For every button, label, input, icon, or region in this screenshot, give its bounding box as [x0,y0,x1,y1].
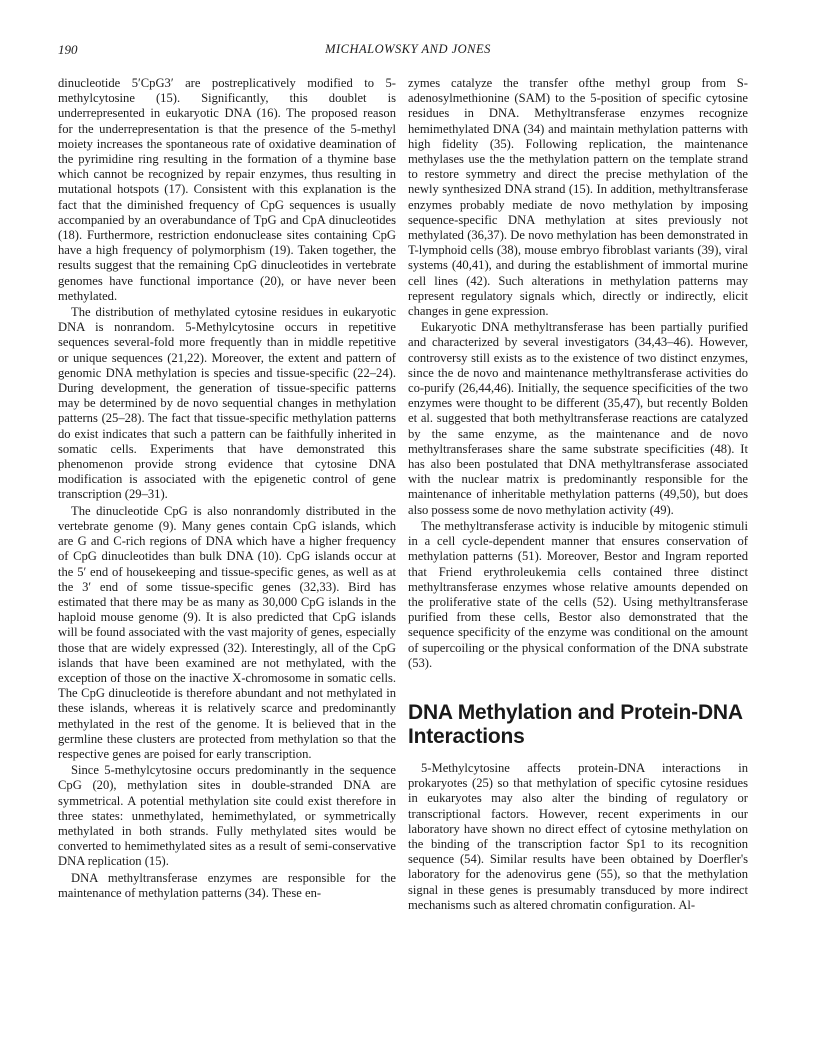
page-number: 190 [58,42,78,57]
paragraph: dinucleotide 5′CpG3′ are postreplicatively modified to 5-methylcytosine (15). Significantly, this doublet is underrepresented in eukaryotic DNA (16). The proposed reason for the underrepresentation is that the presence of the 5-methyl moiety increases the spontaneous rate of oxidative deamination of the pyrimidine ring resulting in the formation of a thymine base which cannot be recognized by repair enzymes, thus resulting in mutational hotspots (17). Consistent with this explanation is the fact that the diminished frequency of CpG sequences is usually accompanied by an overabundance of TpG and CpA dinucleotides (18). Furthermore, restriction endonuclease sites containing CpG have a high frequency of polymorphism (19). Taken together, the results suggest that the remaining CpG dinucleotides in vertebrate genomes have functional importance (20), or have never been methylated. [58,76,396,303]
paragraph: The distribution of methylated cytosine residues in eukaryotic DNA is nonrandom. 5-Methylcytosine occurs in repetitive sequences several-fold more frequently than in middle repetitive or unique sequences (21,22). Moreover, the extent and pattern of genomic DNA methylation is species and tissue-specific (22–24). During development, the generation of tissue-specific patterns may be determined by de novo sequential changes in methylation patterns (25–28). The fact that tissue-specific methylation patterns do exist indicates that such a pattern can be faithfully inherited in somatic cells. Experiments that have demonstrated this phenomenon provide strong evidence that cytosine DNA modification is associated with the epigenetic control of gene transcription (29–31). [58,305,396,502]
page-header [58,42,758,62]
paragraph: 5-Methylcytosine affects protein-DNA interactions in prokaryotes (25) so that methylation of specific cytosine residues in eukaryotes may also alter the binding of regulatory or transcriptional factors. However, recent experiments in our laboratory have shown no direct effect of cytosine methylation on the binding of the transcription factor Sp1 to its recognition sequence (54). Similar results have been obtained by Doerfler's laboratory for the adenovirus gene (55), so that the methylation signal in these genes is presumably transduced by more indirect mechanisms such as altered chromatin configuration. Al- [408,760,748,912]
paragraph: DNA methyltransferase enzymes are responsible for the maintenance of methylation patterns (34). These en- [58,870,396,900]
paragraph: zymes catalyze the transfer ofthe methyl group from S-adenosylmethionine (SAM) to the 5-position of specific cytosine residues in DNA. Methyltransferase enzymes recognize hemimethylated DNA (34) and maintain methylation patterns with high fidelity (35). Following replication, the maintenance methylases use the the methylation pattern on the template strand to restore symmetry and direct the precise methylation of the newly synthesized DNA strand (15). In addition, methyltransferase enzymes probably mediate de novo methylation by imposing sequence-specific DNA methylation at sites previously not methylated (36,37). De novo methylation has been demonstrated in T-lymphoid cells (38), mouse embryo fibroblast variants (39), viral systems (40,41), and during the establishment of immortal murine cell lines (42). Such alterations in methylation patterns may represent regulatory signals which, directly or indirectly, elicit changes in gene expression. [408,76,748,319]
left-column [58,76,396,902]
running-head: MICHALOWSKY AND JONES [325,42,491,56]
right-column [408,76,748,914]
paragraph: The methyltransferase activity is inducible by mitogenic stimuli in a cell cycle-dependent manner that ensures conservation of methylation patterns (51). Moreover, Bestor and Ingram reported that Friend erythroleukemia cells contained three distinct methyltransferase enzymes whose relative amounts depended on the proliferative state of the cells (52). Using methyltransferase purified from these cells, Bestor also demonstrated that the sequence specificity of the enzyme was conditional on the amount of supercoiling or the physical conformation of the DNA substrate (53). [408,518,748,670]
paragraph: Eukaryotic DNA methyltransferase has been partially purified and characterized by several investigators (34,43–46). However, controversy still exists as to the existence of two distinct enzymes, since the de novo and maintenance methyltransferase activities do co-purify (26,44,46). Initially, the sequence specificities of the two enzymes were thought to be different (35,47), but recently Bolden et al. suggested that both methyltransferase reactions are catalyzed by the same enzyme, as the maintenance and de novo methyltransferases share the same substrate specificities (48). It has also been postulated that DNA methyltransferase associated with the nuclear matrix is predominantly responsible for the maintenance of inheritable methylation patterns (49,50), but does also possess some de novo methylation activity (49). [408,320,748,517]
paragraph: Since 5-methylcytosine occurs predominantly in the sequence CpG (20), methylation sites in double-stranded DNA are symmetrical. A potential methylation site could exist therefore in three states: unmethylated, hemimethylated, or symmetrically methylated in both strands. Fully methylated sites would be converted to hemimethylated sites as a result of semi-conservative DNA replication (15). [58,763,396,869]
paragraph: The dinucleotide CpG is also nonrandomly distributed in the vertebrate genome (9). Many genes contain CpG islands, which are G and C-rich regions of DNA which have a higher frequency of CpG dinucleotides than bulk DNA (10). CpG islands occur at the 5′ end of housekeeping and tissue-specific genes, as well as at the 3′ end of some tissue-specific genes (32,33). Bird has estimated that there may be as many as 30,000 CpG islands in the haploid mouse genome (9). It is also predicted that CpG islands will be found associated with the vast majority of genes, especially those that are widely expressed (32). Interestingly, all of the CpG islands that have been examined are not methylated, with the exception of those on the inactive X-chromosome in somatic cells. The CpG dinucleotide is therefore abundant and not methylated in these islands, whereas it is relatively scarce and predominantly methylated in the rest of the genome. It is believed that in the germline these clusters are protected from methylation so that the respective genes are poised for early transcription. [58,503,396,761]
section-heading: DNA Methylation and Protein-DNA Interactions [408,700,743,748]
